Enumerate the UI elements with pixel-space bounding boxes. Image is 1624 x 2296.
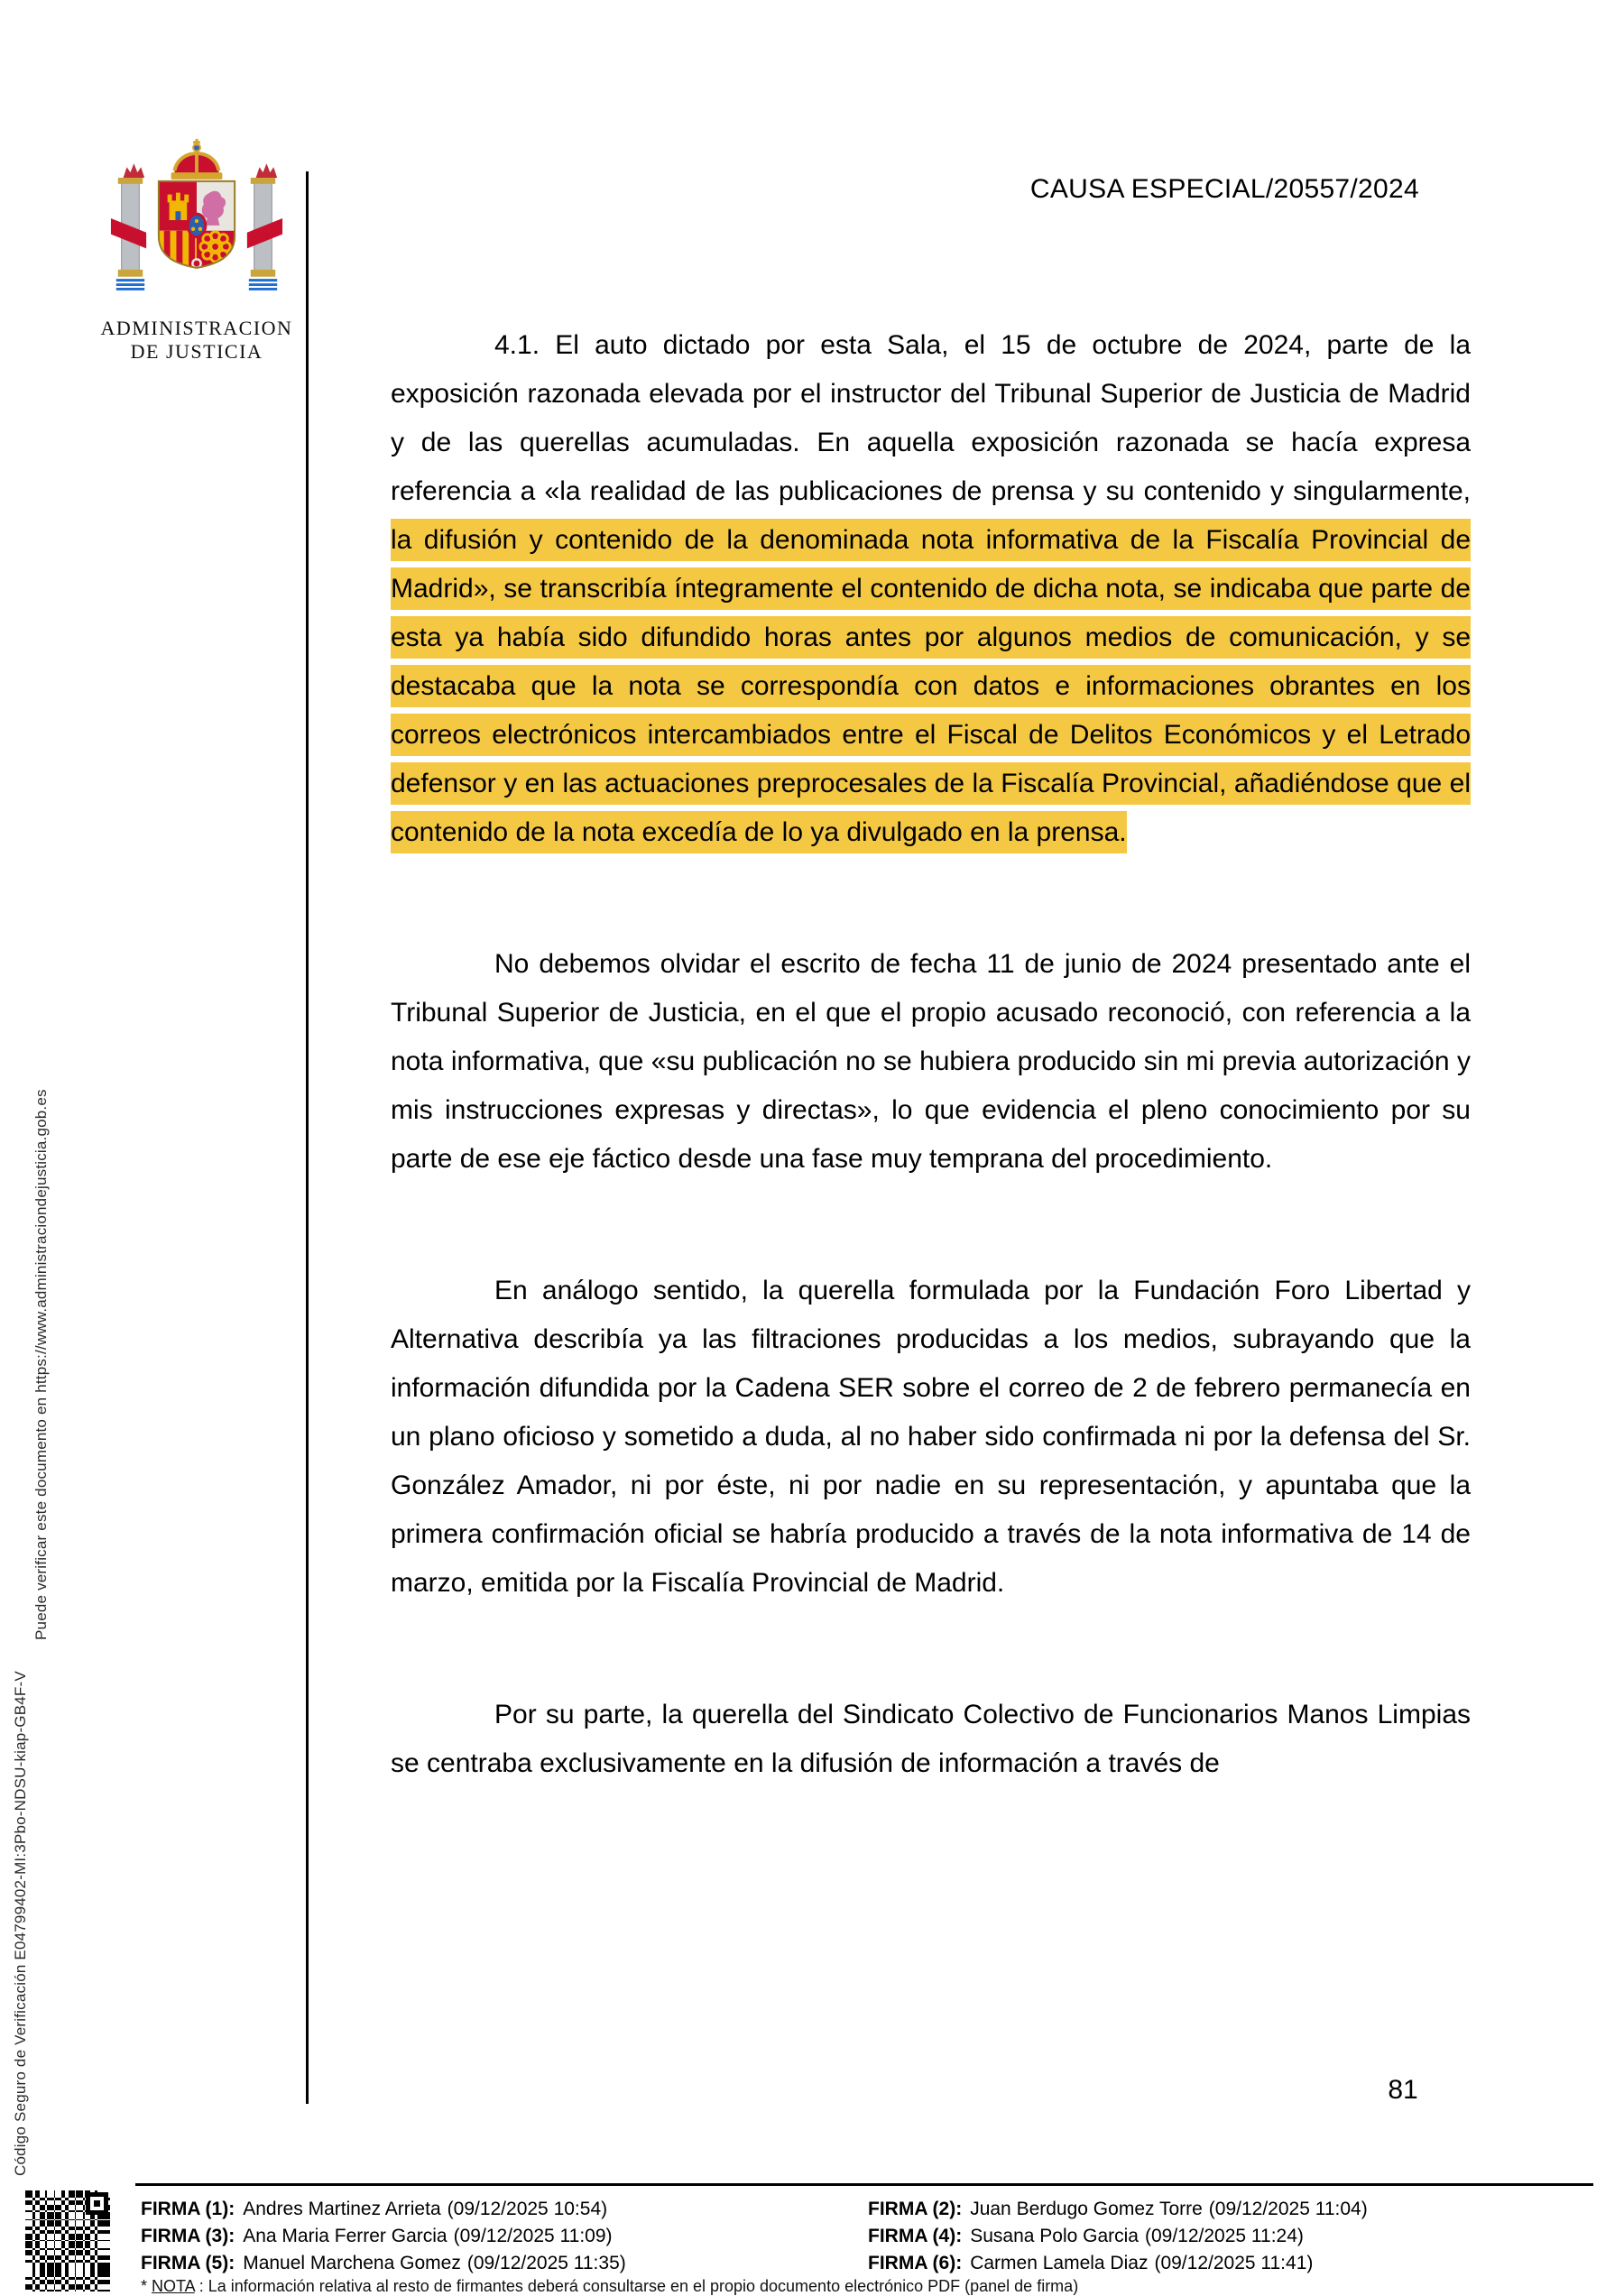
coat-of-arms-logo: [99, 132, 294, 364]
paragraph-1-text: 4.1. El auto dictado por esta Sala, el 15 de octubre de 2024, parte de la exposición razonada elevada por el instructor del Tribunal Superior de Justicia de Madrid y de las querellas acumuladas. En aquella exposición razonada se hacía expresa referencia a «la realidad de las publicaciones de prensa y su contenido y singularmente,: [391, 330, 1471, 506]
signature-label: FIRMA (3):: [141, 2226, 235, 2246]
signature-entry-2: [868, 2196, 1584, 2223]
paragraph-1: [391, 321, 1471, 857]
footer-note-prefix: *: [141, 2277, 152, 2295]
paragraph-4-text: Por su parte, la querella del Sindicato Colectivo de Funcionarios Manos Limpias se centraba exclusivamente en la difusión de información a través de: [391, 1700, 1471, 1778]
signature-label: FIRMA (1):: [141, 2199, 235, 2219]
signature-timestamp: (09/12/2025 11:41): [1154, 2253, 1314, 2273]
footer-note: [141, 2277, 1078, 2296]
signature-name: Juan Berdugo Gomez Torre: [970, 2199, 1203, 2219]
signature-entry-4: [868, 2223, 1584, 2250]
signature-timestamp: (09/12/2025 11:24): [1144, 2226, 1304, 2246]
footer-divider-line: [135, 2183, 1593, 2186]
document-body: [391, 321, 1471, 1788]
signature-name: Susana Polo Garcia: [970, 2226, 1139, 2246]
verification-code-vertical-text: Código Seguro de Verificación E04799402-MI:3Pbo-NDSU-kiap-GB4F-V: [12, 1671, 29, 2176]
logo-caption-line1: ADMINISTRACION: [100, 317, 293, 339]
signature-entry-6: [868, 2250, 1584, 2277]
paragraph-3: [391, 1267, 1471, 1608]
signature-name: Andres Martinez Arrieta: [243, 2199, 441, 2219]
case-reference: CAUSA ESPECIAL/20557/2024: [1029, 174, 1419, 204]
signature-label: FIRMA (6):: [868, 2253, 963, 2273]
signature-name: Manuel Marchena Gomez: [243, 2253, 461, 2273]
spain-coat-of-arms-icon: [103, 132, 291, 309]
paragraph-2: [391, 940, 1471, 1184]
signature-list: [141, 2196, 1584, 2277]
footer-note-label: NOTA: [152, 2277, 195, 2295]
signature-label: FIRMA (5):: [141, 2253, 235, 2273]
signature-name: Ana Maria Ferrer Garcia: [243, 2226, 448, 2246]
margin-separator-line: [306, 171, 309, 2104]
signature-name: Carmen Lamela Diaz: [970, 2253, 1149, 2273]
footer-note-text: : La información relativa al resto de firmantes deberá consultarse en el propio documento electrónico PDF (panel de firma): [194, 2277, 1079, 2295]
signature-timestamp: (09/12/2025 11:04): [1208, 2199, 1368, 2219]
verification-url-vertical-text: Puede verificar este documento en https://www.administraciondejusticia.gob.es: [32, 1089, 50, 1640]
signature-timestamp: (09/12/2025 11:09): [453, 2226, 613, 2246]
paragraph-2-text: No debemos olvidar el escrito de fecha 11 de junio de 2024 presentado ante el Tribunal Superior de Justicia, en el que el propio acusado reconoció, con referencia a la nota informativa, que «su publicación no se hubiera producido sin mi previa autorización y mis instrucciones expresas y directas», lo que evidencia el pleno conocimiento por su parte de ese eje fáctico desde una fase muy temprana del procedimiento.: [391, 949, 1471, 1174]
qr-code-icon: [25, 2190, 110, 2291]
paragraph-4: [391, 1691, 1471, 1788]
signature-entry-5: [141, 2250, 868, 2277]
signature-timestamp: (09/12/2025 11:35): [466, 2253, 626, 2273]
page-number: 81: [1388, 2075, 1418, 2105]
signature-timestamp: (09/12/2025 10:54): [447, 2199, 608, 2219]
signature-entry-1: [141, 2196, 868, 2223]
logo-caption-line2: DE JUSTICIA: [130, 340, 263, 363]
highlighted-text: la difusión y contenido de la denominada nota informativa de la Fiscalía Provincial de Madrid», se transcribía íntegramente el contenido de dicha nota, se indicaba que parte de esta ya había sido difundido horas antes por algunos medios de comunicación, y se destacaba que la nota se correspondía con datos e informaciones obrantes en los correos electrónicos intercambiados entre el Fiscal de Delitos Económicos y el Letrado defensor y en las actuaciones preprocesales de la Fiscalía Provincial, añadiéndose que el contenido de la nota excedía de lo ya divulgado en la prensa.: [391, 519, 1471, 853]
signature-label: FIRMA (4):: [868, 2226, 963, 2246]
signature-label: FIRMA (2):: [868, 2199, 963, 2219]
signature-entry-3: [141, 2223, 868, 2250]
paragraph-3-text: En análogo sentido, la querella formulada por la Fundación Foro Libertad y Alternativa describía ya las filtraciones producidas a los medios, subrayando que la información difundida por la Cadena SER sobre el correo de 2 de febrero permanecía en un plano oficioso y sometido a duda, al no haber sido confirmada ni por la defensa del Sr. González Amador, ni por éste, ni por nadie en su representación, y apuntaba que la primera confirmación oficial se habría producido a través de la nota informativa de 14 de marzo, emitida por la Fiscalía Provincial de Madrid.: [391, 1276, 1471, 1598]
